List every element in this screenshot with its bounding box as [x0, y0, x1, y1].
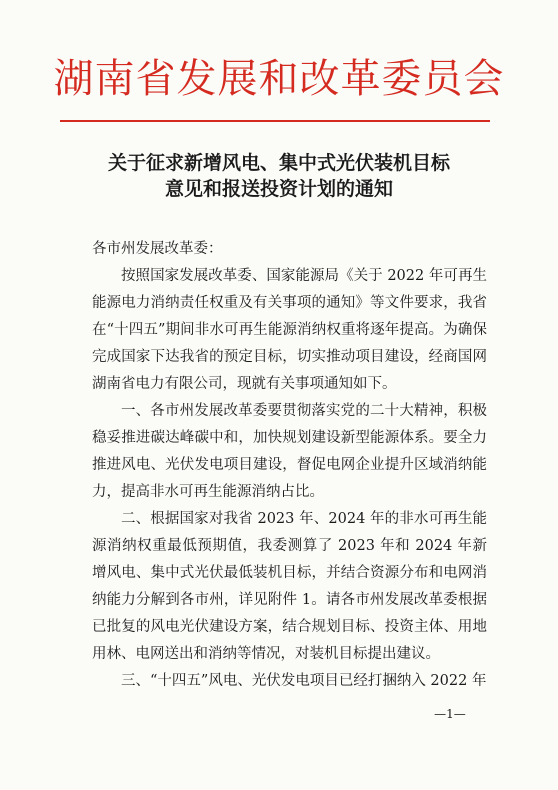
document-title	[0, 150, 558, 202]
salutation: 各市州发展改革委：	[92, 241, 223, 257]
issuer-header: 湖南省发展和改革委员会	[53, 56, 505, 102]
page-number	[425, 707, 475, 721]
red-separator-line	[60, 120, 490, 122]
paragraph-item-2: 二、根据国家对我省 2023 年、2024 年的非水可再生能源消纳权重最低预期值，我委测算了 2023 年和 2024 年新增风电、集中式光伏最低装机目标，并结合资源分布和电网消纳能力分解到各市州，详见附件 1。请各市州发展改革委根据已批复的风电光伏建设方案，结合规划目标、投资主体、用地用林、电网送出和消纳等情况，对装机目标提出建议。	[92, 511, 487, 662]
paragraph-item-3: 三、“十四五”风电、光伏发电项目已经打捆纳入 2022 年	[121, 673, 487, 689]
paragraph-item-1: 一、各市州发展改革委要贯彻落实党的二十大精神，积极稳妥推进碳达峰碳中和，加快规划建设新型能源体系。要全力推进风电、光伏发电项目建设，督促电网企业提升区域消纳能力，提高非水可再生能源消纳占比。	[92, 403, 487, 500]
page-number-text: —1—	[434, 707, 466, 721]
title-line-2: 意见和报送投资计划的通知	[164, 178, 393, 200]
document-body	[92, 236, 487, 695]
paragraph-intro: 按照国家发展改革委、国家能源局《关于 2022 年可再生能源电力消纳责任权重及有关事项的通知》等文件要求，我省在“十四五”期间非水可再生能源消纳权重将逐年提高。为确保完成国家下达我省的预定目标，切实推动项目建设，经商国网湖南省电力有限公司，现就有关事项通知如下。	[92, 268, 487, 392]
title-line-1: 关于征求新增风电、集中式光伏装机目标	[107, 152, 450, 174]
